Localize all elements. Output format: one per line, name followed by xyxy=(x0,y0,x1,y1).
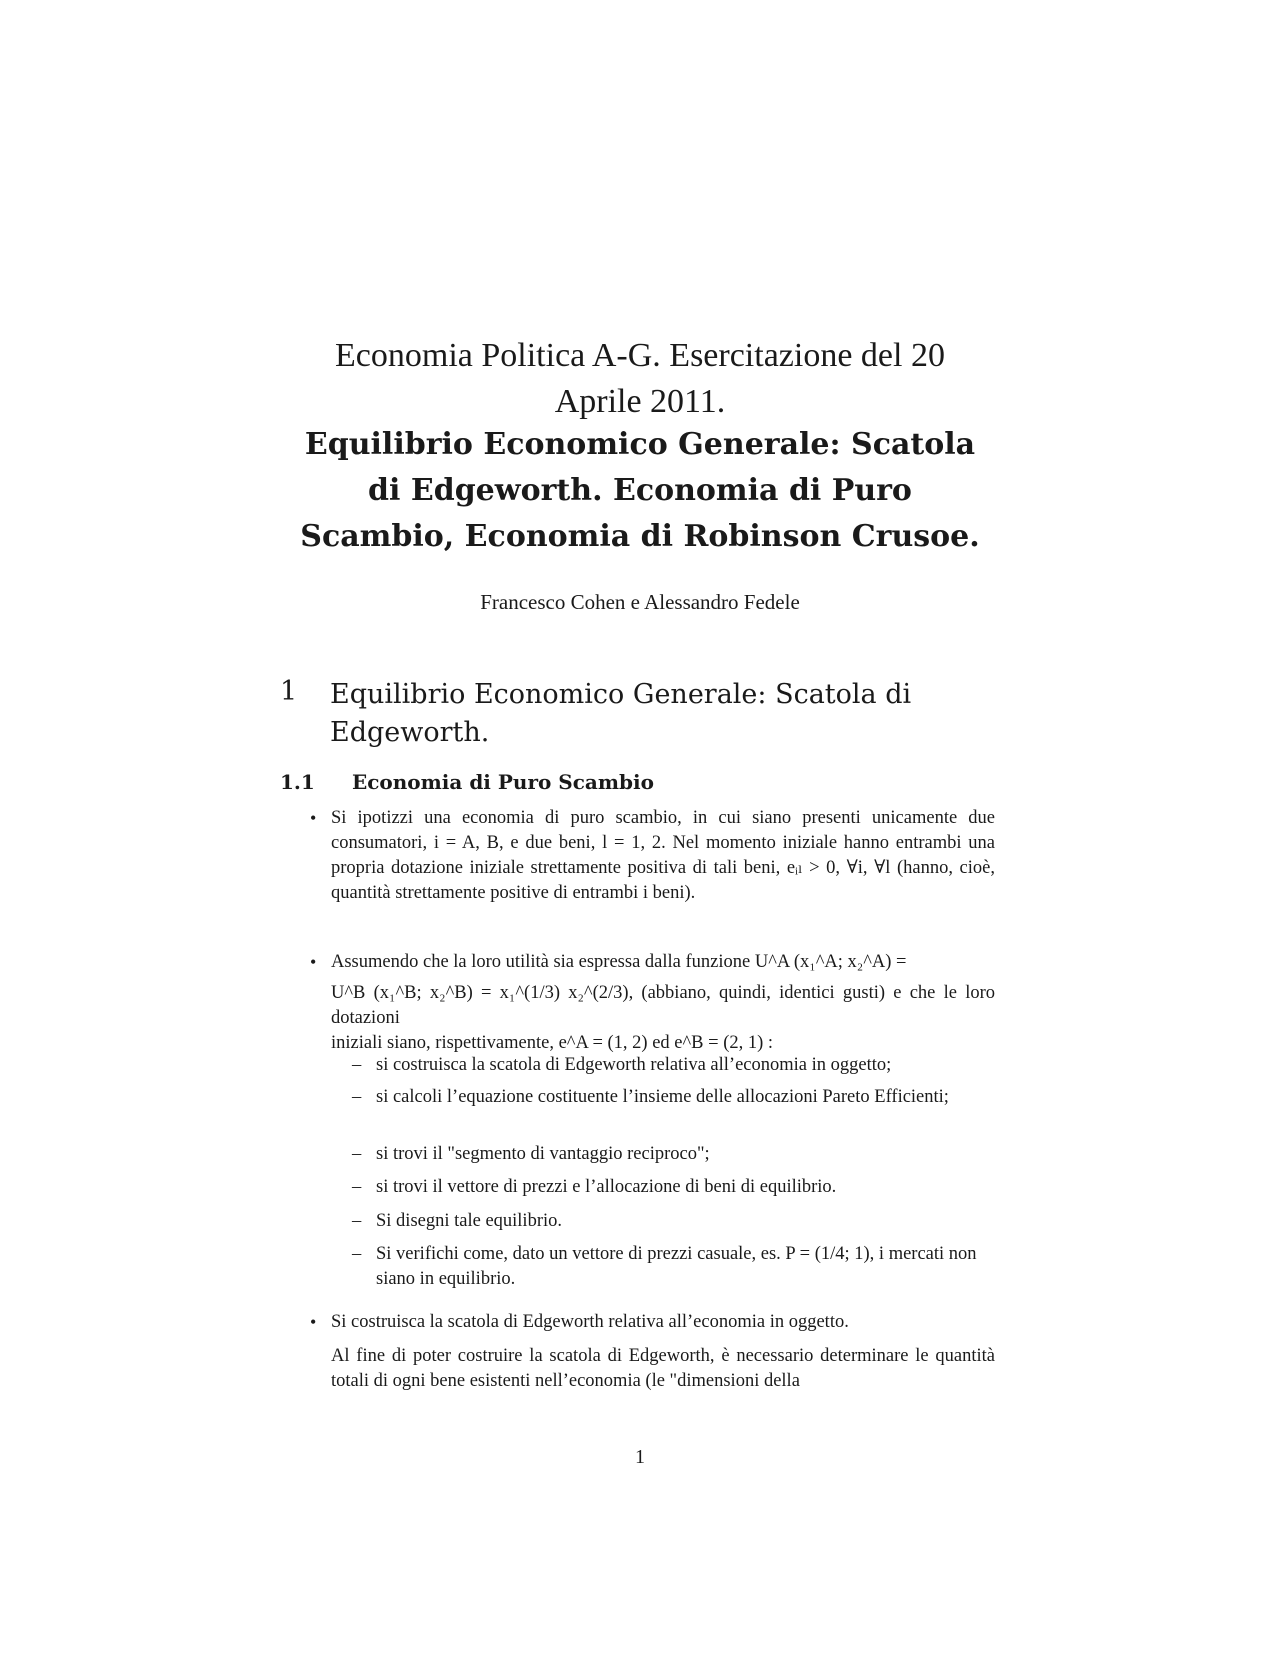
title-line-1: Economia Politica A-G. Esercitazione del 20 xyxy=(335,337,945,374)
dash-marker: – xyxy=(352,1087,362,1107)
bullet-paragraph-3: Si costruisca la scatola di Edgeworth relativa all’economia in oggetto. xyxy=(331,1312,849,1332)
bullet-marker: • xyxy=(310,1312,317,1332)
title-line-2: Aprile 2011. xyxy=(554,383,726,420)
formula-line-1: Assumendo che la loro utilità sia espressa dalla funzione U^A (x₁^A; x₂^A) = xyxy=(331,952,907,972)
subsection-title: Economia di Puro Scambio xyxy=(352,770,654,794)
dash-marker: – xyxy=(352,1144,362,1164)
authors: Francesco Cohen e Alessandro Fedele xyxy=(480,590,800,614)
subsection-number: 1.1 xyxy=(280,770,315,794)
bullet-marker: • xyxy=(310,952,317,972)
title-bold-line-3: Scambio, Economia di Robinson Crusoe. xyxy=(300,519,980,554)
bullet-paragraph-2 xyxy=(331,950,995,1056)
bullet-marker: • xyxy=(310,808,317,828)
dash-marker: – xyxy=(352,1177,362,1197)
task-item: si calcoli l’equazione costituente l’insieme delle allocazioni Pareto Efficienti; xyxy=(376,1087,949,1107)
task-item: si costruisca la scatola di Edgeworth relativa all’economia in oggetto; xyxy=(376,1055,892,1075)
task-item: si trovi il vettore di prezzi e l’allocazione di beni di equilibrio. xyxy=(376,1177,837,1197)
section-number: 1 xyxy=(280,676,298,707)
page-number: 1 xyxy=(635,1446,645,1468)
task-item: Si disegni tale equilibrio. xyxy=(376,1211,563,1231)
dash-marker: – xyxy=(352,1244,362,1264)
followup-paragraph: Al fine di poter costruire la scatola di Edgeworth, è necessario determinare le quantità totali di ogni bene esistenti nell’economia (le "dimensioni della xyxy=(331,1346,995,1391)
title-bold-line-1: Equilibrio Economico Generale: Scatola xyxy=(304,427,976,462)
task-item: Si verifichi come, dato un vettore di prezzi casuale, es. P = (1/4; 1), i mercati non siano in equilibrio. xyxy=(376,1244,977,1289)
title-bold-line-2: di Edgeworth. Economia di Puro xyxy=(368,473,912,508)
dash-marker: – xyxy=(352,1211,362,1231)
formula-line-3: iniziali siano, rispettivamente, e^A = (1, 2) ed e^B = (2, 1) : xyxy=(331,1033,774,1053)
bullet-paragraph-1: Si ipotizzi una economia di puro scambio, in cui siano presenti unicamente due consumatori, i = A, B, e due beni, l = 1, 2. Nel momento iniziale hanno entrambi una propria dotazione iniziale strettamente positiva di tali beni, eᵢₗ > 0, ∀i, ∀l (hanno, cioè, quantità strettamente positive di entrambi i beni). xyxy=(331,808,995,903)
formula-line-2: U^B (x₁^B; x₂^B) = x₁^(1/3) x₂^(2/3), (abbiano, quindi, identici gusti) e che le loro dotazioni xyxy=(331,983,995,1028)
section-title: Equilibrio Economico Generale: Scatola di Edgeworth. xyxy=(330,679,912,748)
task-item: si trovi il "segmento di vantaggio reciproco"; xyxy=(376,1144,710,1164)
dash-marker: – xyxy=(352,1055,362,1075)
